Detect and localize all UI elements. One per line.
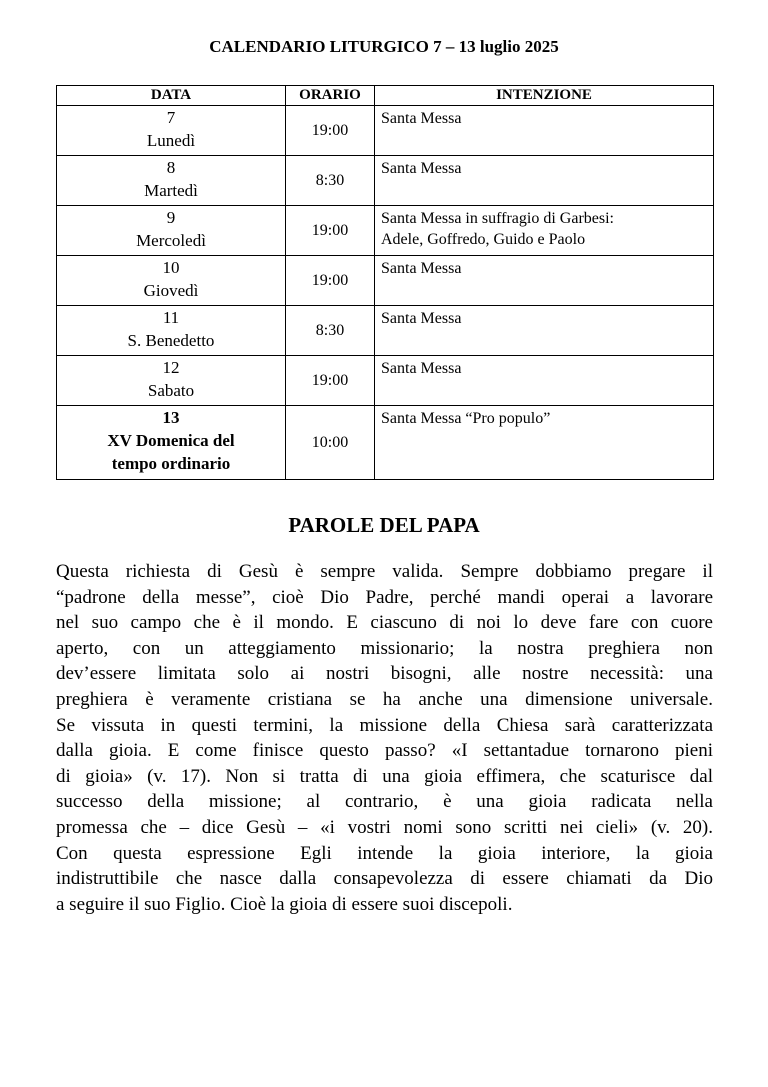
paragraph-line: successo della missione; al contrario, è una gioia radicata nella [56,791,713,813]
date-cell [57,256,286,306]
date-cell [57,106,286,156]
day-name: Lunedì [146,131,196,150]
day-name: S. Benedetto [127,331,215,350]
intention-line: Santa Messa [381,160,462,177]
day-name: Sabato [147,381,195,400]
table-row [57,256,714,306]
table-row [57,406,714,480]
header-orario: ORARIO [286,86,375,106]
paragraph-line: “padrone della messe”, cioè Dio Padre, perché mandi operai a lavorare [56,586,713,608]
paragraph-line: a seguire il suo Figlio. Cioè la gioia di essere suoi discepoli. [56,893,513,915]
day-number: 10 [162,258,180,277]
date-cell [57,356,286,406]
intention-cell [375,406,714,480]
table-header-row [57,86,714,106]
time-cell: 19:00 [286,106,375,156]
day-name-line: XV Domenica del [107,431,235,450]
day-number: 11 [162,308,180,327]
paragraph-line: Con questa espressione Egli intende la gioia interiore, la gioia [56,842,713,864]
paragraph-line: di gioia» (v. 17). Non si tratta di una gioia effimera, che scaturisce dal [56,765,713,787]
paragraph-line: aperto, con un atteggiamento missionario; la nostra preghiera non [56,637,713,659]
day-name: Mercoledì [136,231,206,250]
paragraph-line: dev’essere limitata solo ai nostri bisogni, alle nostre necessità: una [56,663,713,685]
intention-line: Santa Messa in suffragio di Garbesi: [381,210,614,227]
intention-line: Santa Messa [381,360,462,377]
paragraph-line: Questa richiesta di Gesù è sempre valida. Sempre dobbiamo pregare il [56,561,713,582]
day-number: 9 [166,208,176,227]
day-name-line: tempo ordinario [111,454,231,473]
calendar-title: CALENDARIO LITURGICO 7 – 13 luglio 2025 [209,37,559,56]
intention-cell [375,156,714,206]
time-cell: 8:30 [286,306,375,356]
date-cell [57,206,286,256]
day-number: 13 [162,408,180,427]
day-name: Giovedì [143,281,199,300]
paragraph-line: Se vissuta in questi termini, la missione della Chiesa sarà caratterizzata [56,714,713,736]
intention-cell [375,306,714,356]
paragraph-line: promessa che – dice Gesù – «i vostri nomi sono scritti nei cieli» (v. 20). [56,816,713,838]
intention-line: Adele, Goffredo, Guido e Paolo [381,231,586,248]
paragraph-line: dalla gioia. E come finisce questo passo? «I settantadue tornarono pieni [56,740,713,762]
time-cell: 19:00 [286,206,375,256]
date-cell [57,406,286,480]
table-row [57,356,714,406]
time-cell: 19:00 [286,356,375,406]
pope-words-paragraph [56,559,713,917]
intention-cell [375,106,714,156]
table-row [57,106,714,156]
intention-line: Santa Messa “Pro populo” [381,410,551,427]
day-number: 12 [162,358,180,377]
intention-cell [375,356,714,406]
date-cell [57,306,286,356]
intention-cell [375,256,714,306]
intention-cell [375,206,714,256]
day-number: 7 [166,108,176,127]
liturgical-calendar-table [56,85,714,480]
time-cell: 10:00 [286,406,375,480]
header-intenzione: INTENZIONE [375,86,714,106]
table-row [57,306,714,356]
date-cell [57,156,286,206]
paragraph-line: nel suo campo che è il mondo. E ciascuno di noi lo deve fare con cuore [56,612,713,634]
intention-line: Santa Messa [381,260,462,277]
header-data: DATA [57,86,286,106]
time-cell: 8:30 [286,156,375,206]
table-row [57,206,714,256]
day-name: Martedì [144,181,198,200]
table-row [57,156,714,206]
intention-line: Santa Messa [381,110,462,127]
paragraph-line: preghiera è veramente cristiana se ha anche una dimensione universale. [56,688,713,710]
paragraph-line: indistruttibile che nasce dalla consapevolezza di essere chiamati da Dio [56,868,713,890]
day-number: 8 [166,158,176,177]
time-cell: 19:00 [286,256,375,306]
intention-line: Santa Messa [381,310,462,327]
section-heading: PAROLE DEL PAPA [288,513,480,537]
